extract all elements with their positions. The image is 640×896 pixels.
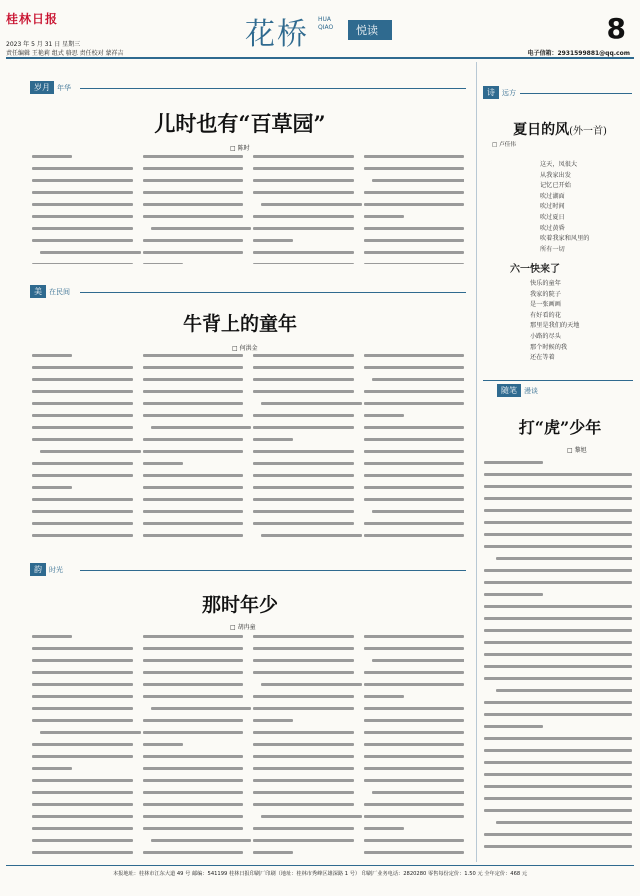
text-line: [32, 839, 133, 848]
text-line: [32, 791, 133, 800]
article-body-top: [32, 152, 464, 264]
text-line: [32, 767, 133, 776]
text-line: [364, 803, 465, 812]
text-line: [484, 833, 632, 842]
text-line: [143, 263, 244, 264]
text-line: [32, 510, 133, 519]
text-line: [253, 683, 354, 692]
text-line: [32, 755, 133, 764]
text-line: [32, 251, 133, 260]
text-line: [364, 215, 465, 224]
text-line: [143, 426, 244, 435]
text-line: [364, 534, 465, 543]
text-line: [364, 378, 465, 387]
text-line: [32, 659, 133, 668]
text-column: [32, 632, 133, 857]
text-line: [32, 671, 133, 680]
text-line: [484, 557, 632, 566]
text-line: [143, 659, 244, 668]
text-line: [364, 731, 465, 740]
text-column: [253, 632, 354, 857]
text-line: [253, 227, 354, 236]
text-line: [143, 647, 244, 656]
section-tag-top: [30, 81, 71, 94]
poem-block-a: [540, 160, 630, 255]
text-line: [364, 755, 465, 764]
poem-line: 那里是我们的天地: [530, 322, 580, 330]
section-badge: 随笔: [497, 384, 521, 397]
text-line: [484, 845, 632, 854]
text-line: [484, 605, 632, 614]
text-line: [253, 827, 354, 836]
text-line: [484, 485, 632, 494]
text-line: [32, 707, 133, 716]
text-line: [253, 474, 354, 483]
text-line: [364, 239, 465, 248]
text-line: [253, 695, 354, 704]
text-line: [143, 779, 244, 788]
text-line: [253, 707, 354, 716]
text-line: [364, 251, 465, 260]
poem-subtitle: 六一快来了: [510, 264, 560, 275]
text-line: [484, 473, 632, 482]
text-line: [364, 743, 465, 752]
text-line: [364, 191, 465, 200]
text-line: [484, 593, 632, 602]
text-column: [253, 152, 354, 264]
column-subtitle: 悦读: [348, 20, 392, 40]
text-line: [32, 426, 133, 435]
text-line: [143, 683, 244, 692]
poem-line: 那个时候的我: [530, 343, 568, 351]
section-label: 年华: [57, 83, 71, 92]
text-line: [484, 761, 632, 770]
text-line: [364, 683, 465, 692]
text-line: [364, 354, 465, 363]
text-line: [484, 617, 632, 626]
text-line: [143, 486, 244, 495]
text-line: [364, 366, 465, 375]
text-line: [364, 779, 465, 788]
text-line: [32, 743, 133, 752]
page-number: 8: [606, 12, 626, 45]
text-line: [364, 815, 465, 824]
text-line: [253, 378, 354, 387]
poem-line: 记忆已开始: [540, 182, 571, 190]
text-line: [32, 647, 133, 656]
text-line: [364, 227, 465, 236]
text-line: [253, 767, 354, 776]
text-line: [32, 534, 133, 543]
section-tag-middle: [30, 285, 70, 298]
text-line: [364, 851, 465, 857]
text-line: [364, 767, 465, 776]
text-line: [32, 450, 133, 459]
text-line: [364, 474, 465, 483]
text-line: [143, 462, 244, 471]
editors-line: 责任编辑 王艳莉 组式 骆思 责任校对 蒙祥吉: [6, 50, 124, 57]
text-line: [143, 719, 244, 728]
text-line: [484, 689, 632, 698]
poem-line: 吹过黄昏: [540, 224, 565, 232]
text-line: [484, 821, 632, 830]
text-line: [32, 354, 133, 363]
section-label: 时光: [49, 565, 63, 574]
text-line: [32, 167, 133, 176]
article-body-middle: [32, 351, 464, 543]
text-line: [143, 522, 244, 531]
text-line: [143, 450, 244, 459]
text-line: [253, 719, 354, 728]
poem-line: 是一张画画: [530, 301, 561, 309]
text-line: [143, 354, 244, 363]
section-label: 远方: [502, 88, 516, 97]
text-line: [484, 677, 632, 686]
text-line: [32, 779, 133, 788]
text-line: [484, 461, 632, 470]
byline-middle: □ 何洪金: [232, 345, 258, 352]
text-column: [364, 632, 465, 857]
text-line: [143, 767, 244, 776]
text-line: [364, 155, 465, 164]
text-line: [32, 635, 133, 644]
text-line: [32, 155, 133, 164]
text-line: [253, 450, 354, 459]
text-line: [32, 462, 133, 471]
text-line: [143, 827, 244, 836]
text-line: [32, 239, 133, 248]
section-label: 在民间: [49, 287, 70, 296]
text-line: [484, 665, 632, 674]
footer-rule: [6, 865, 634, 866]
text-line: [364, 414, 465, 423]
text-line: [484, 737, 632, 746]
text-line: [143, 474, 244, 483]
text-line: [253, 635, 354, 644]
section-badge: 诗: [483, 86, 499, 99]
text-line: [364, 671, 465, 680]
text-line: [253, 263, 354, 264]
text-line: [32, 191, 133, 200]
poem-line: 还在等着: [530, 354, 555, 362]
text-line: [143, 755, 244, 764]
text-line: [484, 533, 632, 542]
text-line: [143, 707, 244, 716]
text-line: [364, 695, 465, 704]
text-line: [484, 581, 632, 590]
text-line: [484, 569, 632, 578]
text-line: [32, 203, 133, 212]
column-name: 花桥: [245, 17, 309, 52]
essay-title: 打“虎”少年: [518, 418, 602, 437]
section-tag-essay: [497, 384, 538, 397]
section-label: 漫谈: [524, 386, 538, 395]
text-line: [253, 215, 354, 224]
text-line: [364, 179, 465, 188]
header-rule: [6, 57, 634, 59]
text-line: [143, 791, 244, 800]
text-line: [364, 647, 465, 656]
byline-top: □ 陈时: [230, 145, 250, 152]
text-line: [364, 167, 465, 176]
text-column: [364, 152, 465, 264]
text-line: [32, 486, 133, 495]
text-line: [143, 438, 244, 447]
issue-date: 2023 年 5 月 31 日 星期三: [6, 41, 81, 48]
column-divider: [476, 62, 477, 862]
text-line: [364, 791, 465, 800]
text-line: [32, 719, 133, 728]
text-line: [253, 486, 354, 495]
poem-line: 小路的尽头: [530, 332, 561, 340]
section-badge: 韵: [30, 563, 46, 576]
masthead: 桂林日报: [6, 12, 59, 26]
poem-line: 这天，凤很大: [540, 161, 578, 168]
text-line: [253, 743, 354, 752]
essay-body: [484, 458, 632, 857]
text-line: [143, 815, 244, 824]
email: 电子信箱：2931599881@qq.com: [527, 50, 630, 57]
text-line: [364, 203, 465, 212]
section-rule: [80, 88, 466, 89]
text-line: [32, 414, 133, 423]
section-rule: [80, 292, 466, 293]
text-column: [143, 632, 244, 857]
text-line: [484, 509, 632, 518]
text-line: [143, 839, 244, 848]
text-line: [253, 498, 354, 507]
text-line: [364, 498, 465, 507]
text-line: [32, 731, 133, 740]
text-line: [143, 743, 244, 752]
section-tag-bottom: [30, 563, 63, 576]
text-line: [364, 827, 465, 836]
text-line: [32, 803, 133, 812]
text-line: [143, 366, 244, 375]
text-column: [143, 152, 244, 264]
text-line: [32, 179, 133, 188]
text-line: [253, 402, 354, 411]
text-line: [253, 167, 354, 176]
text-line: [143, 239, 244, 248]
text-line: [484, 713, 632, 722]
text-line: [253, 791, 354, 800]
text-line: [32, 815, 133, 824]
text-line: [32, 851, 133, 857]
text-line: [253, 354, 354, 363]
text-line: [484, 497, 632, 506]
text-line: [143, 227, 244, 236]
text-line: [253, 251, 354, 260]
section-badge: 美: [30, 285, 46, 298]
text-line: [253, 155, 354, 164]
text-line: [253, 191, 354, 200]
poem-title-text: 夏日的风: [513, 122, 570, 138]
text-column: [364, 351, 465, 543]
text-line: [32, 498, 133, 507]
text-line: [32, 827, 133, 836]
text-line: [484, 809, 632, 818]
text-line: [253, 803, 354, 812]
text-line: [253, 534, 354, 543]
essay-byline: □ 黎旭: [567, 447, 587, 454]
text-line: [32, 366, 133, 375]
text-line: [32, 474, 133, 483]
section-rule: [483, 380, 633, 381]
text-line: [253, 239, 354, 248]
text-line: [143, 731, 244, 740]
text-line: [143, 203, 244, 212]
column-pinyin: HUA QIAO: [318, 16, 334, 31]
text-line: [364, 426, 465, 435]
text-line: [32, 227, 133, 236]
text-line: [253, 390, 354, 399]
text-line: [364, 402, 465, 411]
text-column: [32, 351, 133, 543]
text-line: [484, 785, 632, 794]
text-line: [32, 378, 133, 387]
text-line: [32, 438, 133, 447]
text-line: [143, 378, 244, 387]
text-line: [364, 839, 465, 848]
text-line: [484, 641, 632, 650]
text-line: [253, 426, 354, 435]
text-line: [253, 462, 354, 471]
text-line: [143, 534, 244, 543]
text-line: [253, 647, 354, 656]
text-line: [253, 366, 354, 375]
poem-line: 吹过时间: [540, 203, 565, 211]
article-title-top: 儿时也有“百草园”: [154, 111, 326, 136]
text-line: [32, 695, 133, 704]
poem-line: 吹过夏日: [540, 213, 565, 221]
poem-line: 我家的院子: [530, 290, 561, 298]
section-badge: 岁月: [30, 81, 54, 94]
text-line: [253, 510, 354, 519]
text-line: [253, 522, 354, 531]
byline-bottom: □ 胡冉童: [230, 624, 256, 631]
text-line: [364, 438, 465, 447]
text-line: [32, 215, 133, 224]
text-line: [143, 851, 244, 857]
text-line: [364, 510, 465, 519]
text-line: [484, 797, 632, 806]
text-line: [143, 215, 244, 224]
text-line: [143, 191, 244, 200]
poem-line: 从我家出发: [540, 171, 571, 179]
text-line: [143, 803, 244, 812]
footer-info: 本报地址：桂林市江东大道 49 号 邮编：541199 桂林日报印刷厂印刷（地址：桂林市秀峰区雄深路 1 号） 印刷厂业务电话：2820280 零售每份定价：1.50 元 全年定价：468 元: [112, 871, 528, 877]
text-line: [143, 498, 244, 507]
poem-title-suffix: (外一首): [569, 126, 607, 137]
text-line: [484, 653, 632, 662]
article-body-bottom: [32, 632, 464, 857]
section-tag-poetry: [483, 86, 516, 99]
text-line: [143, 695, 244, 704]
text-line: [253, 203, 354, 212]
text-line: [253, 815, 354, 824]
text-line: [32, 402, 133, 411]
poem-line: 吹着我家和风里的: [540, 235, 590, 243]
text-line: [364, 263, 465, 264]
text-line: [364, 522, 465, 531]
text-line: [253, 438, 354, 447]
article-title-bottom: 那时年少: [201, 594, 278, 616]
text-line: [143, 167, 244, 176]
text-line: [143, 251, 244, 260]
text-line: [32, 522, 133, 531]
text-line: [143, 402, 244, 411]
text-line: [32, 683, 133, 692]
text-line: [32, 390, 133, 399]
text-line: [253, 779, 354, 788]
text-line: [253, 671, 354, 680]
text-line: [253, 414, 354, 423]
text-line: [143, 510, 244, 519]
poem-line: 所有一切: [540, 245, 565, 253]
text-line: [143, 155, 244, 164]
poem-line: 吹过湖面: [540, 192, 565, 200]
text-line: [253, 755, 354, 764]
article-title-middle: 牛背上的童年: [182, 313, 297, 335]
text-line: [484, 701, 632, 710]
text-line: [484, 749, 632, 758]
text-line: [364, 486, 465, 495]
text-line: [143, 179, 244, 188]
text-line: [143, 671, 244, 680]
text-line: [32, 263, 133, 264]
text-column: [143, 351, 244, 543]
text-line: [253, 179, 354, 188]
section-rule: [520, 93, 632, 94]
text-line: [484, 545, 632, 554]
text-line: [484, 629, 632, 638]
text-line: [253, 839, 354, 848]
text-line: [364, 635, 465, 644]
text-line: [364, 659, 465, 668]
section-rule: [80, 570, 466, 571]
text-line: [364, 719, 465, 728]
text-line: [364, 707, 465, 716]
poem-line: 快乐的童年: [530, 280, 561, 287]
text-line: [143, 414, 244, 423]
text-column: [253, 351, 354, 543]
text-line: [364, 390, 465, 399]
text-line: [143, 390, 244, 399]
text-line: [253, 659, 354, 668]
text-line: [253, 851, 354, 857]
text-line: [484, 521, 632, 530]
poem-line: 有好看的花: [530, 311, 561, 319]
poem-byline: □ 卢佳伟: [492, 142, 516, 148]
text-line: [364, 450, 465, 459]
poem-title: [490, 119, 630, 139]
text-column: [484, 458, 632, 857]
text-line: [253, 731, 354, 740]
text-line: [484, 773, 632, 782]
text-line: [484, 725, 632, 734]
poem-block-b: [530, 279, 630, 364]
text-line: [364, 462, 465, 471]
text-line: [143, 635, 244, 644]
text-column: [32, 152, 133, 264]
